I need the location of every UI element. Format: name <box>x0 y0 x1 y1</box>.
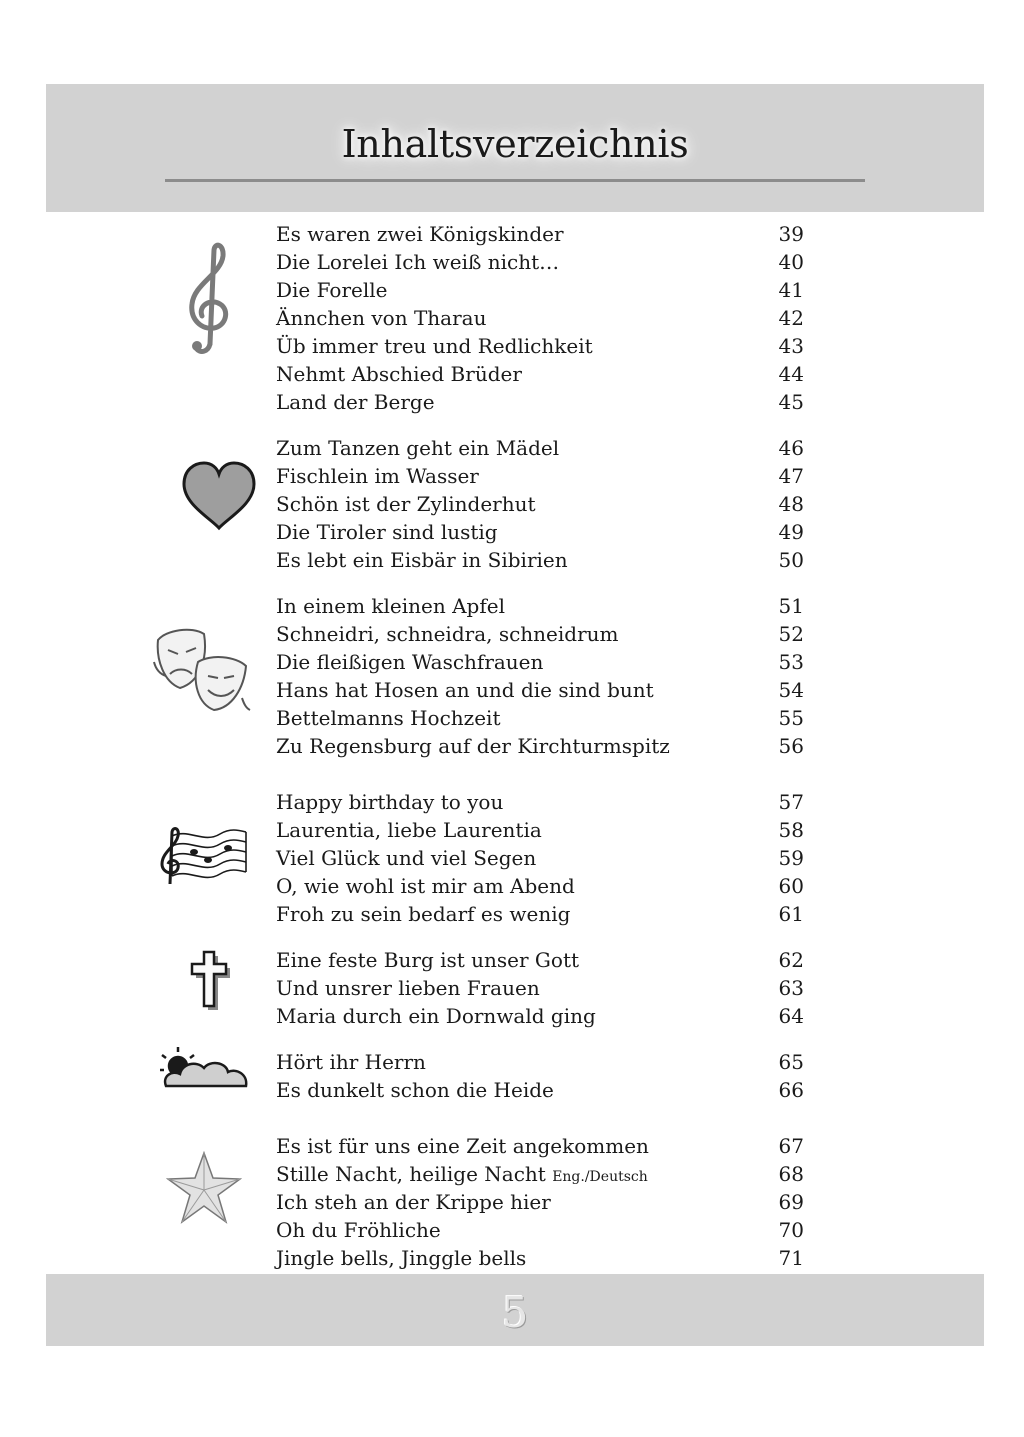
toc-entry <box>276 676 806 704</box>
toc-entry-page: 44 <box>778 362 804 386</box>
toc-entry-title <box>276 1132 649 1160</box>
toc-entry-page: 71 <box>778 1246 804 1270</box>
toc-entry <box>276 816 806 844</box>
toc-entry <box>276 844 806 872</box>
toc-entry-title <box>276 434 559 462</box>
toc-entry-title-text: Zum Tanzen geht ein Mädel <box>276 436 560 460</box>
toc-entry <box>276 462 806 490</box>
toc-entry-title-text: Viel Glück und viel Segen <box>276 846 537 870</box>
toc-entry <box>276 360 806 388</box>
toc-entry-title-text: Oh du Fröhliche <box>276 1218 441 1242</box>
toc-entry <box>276 946 806 974</box>
toc-entry <box>276 974 806 1002</box>
toc-entry <box>276 1216 806 1244</box>
toc-entry-title <box>276 620 619 648</box>
toc-entry-title <box>276 276 387 304</box>
cross-icon <box>186 948 236 1014</box>
toc-entry <box>276 704 806 732</box>
toc-entry-title <box>276 974 540 1002</box>
toc-entry-title-text: O, wie wohl ist mir am Abend <box>276 874 575 898</box>
toc-entry <box>276 620 806 648</box>
toc-entry-title <box>276 900 570 928</box>
toc-entry-title <box>276 704 500 732</box>
toc-entry <box>276 1244 806 1272</box>
toc-entry-title <box>276 1188 551 1216</box>
toc-entry-title-text: Hört ihr Herrn <box>276 1050 426 1074</box>
toc-entry-page: 54 <box>778 678 804 702</box>
toc-entry-title-text: Jingle bells, Jinggle bells <box>276 1246 527 1270</box>
toc-entry <box>276 788 806 816</box>
toc-entry-page: 47 <box>778 464 804 488</box>
toc-entry-title <box>276 816 542 844</box>
toc-entry-title-text: Die Forelle <box>276 278 388 302</box>
toc-entry <box>276 592 806 620</box>
toc-entry <box>276 304 806 332</box>
toc-entry-title <box>276 648 543 676</box>
footer-band <box>46 1274 984 1346</box>
toc-entry <box>276 388 806 416</box>
toc-entry-title-text: Happy birthday to you <box>276 790 504 814</box>
toc-entry-title-text: Laurentia, liebe Laurentia <box>276 818 542 842</box>
toc-entry <box>276 518 806 546</box>
toc-entry-page: 50 <box>778 548 804 572</box>
toc-entry <box>276 434 806 462</box>
toc-entry-title-text: Und unsrer lieben Frauen <box>276 976 540 1000</box>
toc-entry-title <box>276 732 670 760</box>
page-title: Inhaltsverzeichnis <box>341 122 689 166</box>
toc-entry-title-text: Die Tiroler sind lustig <box>276 520 498 544</box>
treble-clef-icon <box>180 240 240 358</box>
toc-entry <box>276 220 806 248</box>
toc-entry-page: 70 <box>778 1218 804 1242</box>
toc-entry-title-text: Es waren zwei Königskinder <box>276 222 564 246</box>
toc-entry-page: 67 <box>778 1134 804 1158</box>
toc-entry <box>276 248 806 276</box>
toc-entry-title <box>276 304 486 332</box>
theater-masks-icon <box>152 622 252 714</box>
toc-entry <box>276 1002 806 1030</box>
toc-entry-title <box>276 518 498 546</box>
toc-entry-page: 58 <box>778 818 804 842</box>
toc-entry-title-text: Es lebt ein Eisbär in Sibirien <box>276 548 568 572</box>
toc-entry-title <box>276 220 564 248</box>
toc-entry-title <box>276 788 503 816</box>
toc-entry-note: Eng./Deutsch <box>552 1169 648 1185</box>
toc-entry-page: 63 <box>778 976 804 1000</box>
toc-entry-title <box>276 1076 554 1104</box>
toc-entry-title-text: Eine feste Burg ist unser Gott <box>276 948 580 972</box>
toc-entry-page: 64 <box>778 1004 804 1028</box>
header-band <box>46 84 984 212</box>
toc-entry <box>276 1132 806 1160</box>
toc-entry <box>276 732 806 760</box>
toc-entry-title-text: Ich steh an der Krippe hier <box>276 1190 551 1214</box>
toc-entry <box>276 490 806 518</box>
toc-entry-page: 43 <box>778 334 804 358</box>
toc-entry-page: 68 <box>778 1162 804 1186</box>
toc-entry-title <box>276 388 435 416</box>
toc-entry-title <box>276 592 505 620</box>
toc-entry-page: 57 <box>778 790 804 814</box>
toc-entry-page: 65 <box>778 1050 804 1074</box>
music-sheet-icon <box>158 826 250 892</box>
toc-entry-title <box>276 1216 441 1244</box>
toc-entry <box>276 1188 806 1216</box>
toc-entry-title <box>276 248 559 276</box>
toc-entry-page: 55 <box>778 706 804 730</box>
toc-entry-page: 56 <box>778 734 804 758</box>
toc-entry-page: 49 <box>778 520 804 544</box>
toc-entry-page: 69 <box>778 1190 804 1214</box>
toc-entry-page: 40 <box>778 250 804 274</box>
toc-entry-page: 41 <box>778 278 804 302</box>
toc-entry-title <box>276 676 654 704</box>
toc-entry-page: 62 <box>778 948 804 972</box>
toc-entry-page: 46 <box>778 436 804 460</box>
toc-entry-page: 51 <box>778 594 804 618</box>
toc-entry-title-text: Hans hat Hosen an und die sind bunt <box>276 678 654 702</box>
page-number: 5 <box>501 1288 529 1337</box>
toc-entry-title-text: Bettelmanns Hochzeit <box>276 706 501 730</box>
toc-entry <box>276 1076 806 1104</box>
toc-entry-title-text: Land der Berge <box>276 390 435 414</box>
toc-entry-title-text: Nehmt Abschied Brüder <box>276 362 522 386</box>
toc-entry-page: 61 <box>778 902 804 926</box>
toc-entry-page: 45 <box>778 390 804 414</box>
toc-entry-title <box>276 360 522 388</box>
toc-entry-title <box>276 1002 596 1030</box>
toc-entry-title-text: Maria durch ein Dornwald ging <box>276 1004 596 1028</box>
toc-entry <box>276 1048 806 1076</box>
toc-entry-title <box>276 1160 648 1191</box>
toc-entry <box>276 1160 806 1188</box>
toc-entry-title <box>276 490 536 518</box>
toc-entry-title <box>276 1048 426 1076</box>
star-icon <box>166 1150 242 1226</box>
toc-entry-title <box>276 332 593 360</box>
toc-entry-page: 66 <box>778 1078 804 1102</box>
toc-entry-page: 39 <box>778 222 804 246</box>
toc-entry <box>276 332 806 360</box>
toc-entry-title-text: Die fleißigen Waschfrauen <box>276 650 544 674</box>
toc-entry-page: 42 <box>778 306 804 330</box>
title-underline <box>165 179 865 182</box>
toc-entry-page: 60 <box>778 874 804 898</box>
toc-entry-title-text: Üb immer treu und Redlichkeit <box>276 334 593 358</box>
toc-entry <box>276 900 806 928</box>
toc-entry-title-text: Fischlein im Wasser <box>276 464 479 488</box>
toc-entry-page: 48 <box>778 492 804 516</box>
toc-entry-title-text: Stille Nacht, heilige Nacht <box>276 1162 546 1186</box>
toc-entry-title-text: Zu Regensburg auf der Kirchturmspitz <box>276 734 670 758</box>
toc-entry-title <box>276 946 579 974</box>
toc-entry-title <box>276 844 536 872</box>
toc-entry <box>276 546 806 574</box>
toc-entry-title-text: Es ist für uns eine Zeit angekommen <box>276 1134 649 1158</box>
toc-entry-page: 52 <box>778 622 804 646</box>
toc-entry-page: 59 <box>778 846 804 870</box>
toc-entry-title-text: Froh zu sein bedarf es wenig <box>276 902 571 926</box>
toc-entry-title <box>276 546 568 574</box>
toc-entry <box>276 872 806 900</box>
toc-entry <box>276 648 806 676</box>
toc-entry-title-text: Schneidri, schneidra, schneidrum <box>276 622 619 646</box>
toc-entry-title-text: Es dunkelt schon die Heide <box>276 1078 554 1102</box>
toc-entry-title-text: Ännchen von Tharau <box>276 306 487 330</box>
heart-icon <box>180 460 258 532</box>
toc-entry-title-text: In einem kleinen Apfel <box>276 594 505 618</box>
toc-entry-title <box>276 462 479 490</box>
toc-entry-title-text: Schön ist der Zylinderhut <box>276 492 536 516</box>
sun-cloud-icon <box>160 1046 252 1090</box>
toc-entry-title <box>276 872 575 900</box>
toc-entry <box>276 276 806 304</box>
toc-entry-page: 53 <box>778 650 804 674</box>
toc-entry-title <box>276 1244 526 1272</box>
toc-entry-title-text: Die Lorelei Ich weiß nicht… <box>276 250 560 274</box>
